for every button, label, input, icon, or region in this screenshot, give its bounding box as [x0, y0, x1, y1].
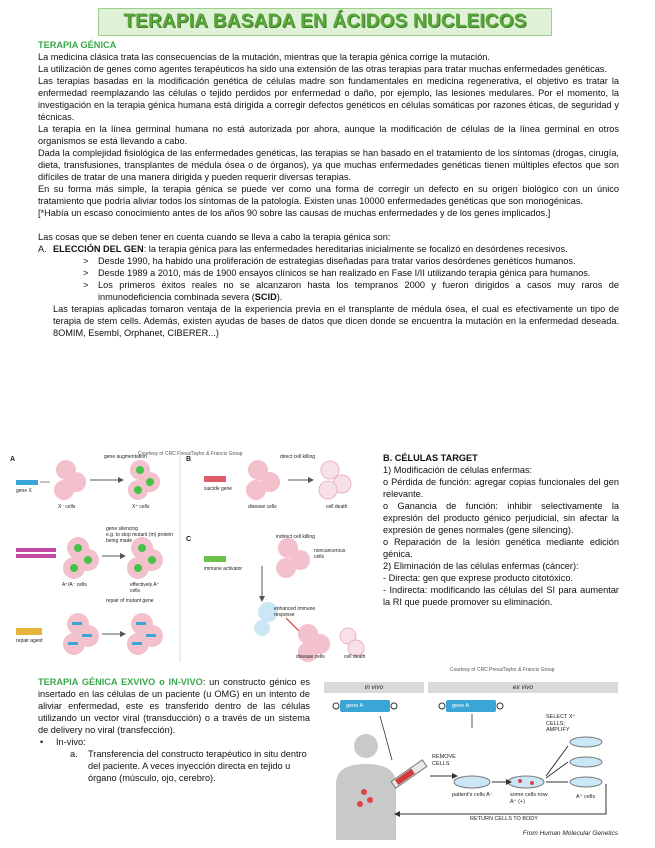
panel-c-letter: C: [186, 536, 192, 543]
ex-vivo-bar: ex vivo: [428, 682, 618, 693]
section-exvivo-invivo: [38, 676, 310, 784]
section-b-line: 2) Eliminación de las células enfermas (cáncer):: [383, 561, 579, 571]
list-label-a: A.: [38, 244, 47, 254]
return-cells-label: RETURN CELLS TO BODY: [470, 816, 538, 822]
label-immune-activator: immune activator: [204, 566, 243, 572]
list-intro: Las cosas que se deben tener en cuenta cuando se lleva a cabo la terapia génica son:: [38, 232, 391, 242]
sub-item-text: [98, 279, 619, 303]
a-cells-label: A⁺ cells: [576, 794, 596, 800]
item-a-desc: : la terapia génica para las enfermedades hereditarias inicialmente se focalizó en desórdenes recesivos.: [143, 244, 568, 254]
label-repair: repair of mutant gene: [106, 598, 154, 604]
section-b-line: o Pérdida de función: agregar copias funcionales del gen relevante.: [383, 477, 619, 499]
gene-a-exvivo: gene A: [452, 703, 470, 709]
page-title: TERAPIA BASADA EN ÁCIDOS NUCLEICOS: [123, 11, 527, 32]
label-x-plus: X⁺ cells: [132, 504, 150, 510]
sub-item-3-bold: SCID: [254, 292, 277, 302]
section-b-line: o Ganancia de función: inhibir selectivamente la expresión del producto génico perjudicial, sin afectar la expresión de genes normales (gene silencing).: [383, 501, 619, 535]
label-repair-agent: repair agent: [16, 638, 43, 644]
label-gene-silencing: gene silencing: [106, 526, 138, 532]
arrow-marker: >: [83, 256, 89, 266]
gene-therapy-strategies-figure: [8, 448, 370, 662]
some-cells-label: some cells now A⁺ (+): [510, 792, 548, 805]
figure2-credit: Courtesy of CRC Press/Taylor & Francis Group: [450, 667, 555, 673]
paragraph-2: La utilización de genes como agentes terapéuticos ha sido una extensión de las otras terapias para tratar muchas enfermedades genéticas.: [38, 64, 607, 74]
label-direct-killing: direct cell killing: [280, 454, 316, 460]
sub-list-item: [83, 267, 619, 279]
sub-item-3-end: ).: [276, 292, 283, 302]
section-b-line: - Directa: gen que exprese producto citotóxico.: [383, 573, 573, 583]
sub-item-text: Desde 1989 a 2010, más de 1900 ensayos clínicos se han realizado en Fase I/II utilizando terapia génica para humanos.: [98, 268, 591, 278]
section-b-line: o Reparación de la lesión genética mediante edición génica.: [383, 537, 619, 559]
paragraph-6: En su forma más simple, la terapia génica se puede ver como una forma de corregir un defecto en su origen biológico con un único tratamiento que podría aliviar todos los síntomas de la patología. Existen unas 10000 enfermedades genéticas que son monogénicas.: [38, 184, 619, 206]
exvivo-heading: TERAPIA GÉNICA EXVIVO o IN-VIVO: [38, 677, 203, 687]
section-celulas-target: [383, 452, 619, 608]
section-b-line: 1) Modificación de células enfermas:: [383, 465, 533, 475]
figure2-source: From Human Molecular Genetics: [522, 830, 618, 837]
paragraph-5: Dada la complejidad fisiológica de las enfermedades genéticas, las terapias se han basado en el tratamiento de los síntomas (drogas, cirugía, dieta, transfusiones, transplantes de médula ósea o de órganos), ya que muchas enfermedades genéticas tienen múltiples efectos que son difíciles de tratar de una manera dirigida y pueden requerir diversas terapias.: [38, 148, 619, 182]
select-label: SELECT X⁺ CELLS; AMPLIFY: [546, 714, 576, 733]
main-document: [38, 39, 619, 339]
label-disease-cells-2: disease cells: [296, 654, 325, 660]
gene-a-invivo: gene A: [346, 703, 364, 709]
panel-b-letter: B: [186, 456, 192, 463]
paragraph-7: [*Había un escaso conocimiento antes de los años 90 sobre las causas de muchas enfermedades y de los genes implicados.]: [38, 208, 551, 218]
arrow-marker: >: [83, 280, 89, 290]
sub-item-3-text: Los primeros éxitos reales no se alcanzaron hasta los tempranos 2000 y fueron dirigidos a casos muy raros de inmunodeficiencia combinada severa (: [98, 280, 619, 302]
label-x-minus: X⁻ cells: [58, 504, 76, 510]
label-cell-death-2: cell death: [344, 654, 366, 660]
exvivo-invivo-figure: [320, 664, 620, 840]
in-vivo-bar: in vivo: [324, 682, 424, 693]
paragraph-3: Las terapias basadas en la modificación genética de células madre son fundamentales en medicina regenerativa, el objetivo es tratar la enfermedad reemplazando las células o tejido perdidos por enfermedad o daño, por ejemplo, las lesiones medulares. Por el momento, la investigación en la terapia génica humana está dirigida a corregir defectos genéticos en células somáticas por razones éticas, de seguridad y técnicas.: [38, 76, 619, 122]
label-indirect-killing: indirect cell killing: [276, 534, 315, 540]
label-cell-death: cell death: [326, 504, 348, 510]
paragraph-4: La terapia en la línea germinal humana no está autorizada por ahora, aunque la modificación de células de la línea germinal en otros organismos se está llevando a cabo.: [38, 124, 619, 146]
invivo-label: In-vivo:: [56, 737, 86, 747]
sub-item-text: Desde 1990, ha habido una proliferación de estrategias diseñadas para tratar varios desórdenes genéticos humanos.: [98, 256, 576, 266]
invivo-bullet: [40, 736, 310, 748]
bullet-marker: •: [40, 737, 44, 747]
sub-list-item: [83, 279, 619, 303]
label-disease-cells: disease cells: [248, 504, 277, 510]
closing-paragraph: Las terapias aplicadas tomaron ventaja de la experiencia previa en el transplante de médula ósea, el cual es efectivamente un tipo de terapia de stem cells. Además, existen ayudas de bases de datos que dicen donde se encuentra la mutación en la enfermedad deseada. 8OMIM, Esembl, Orphanet, CIBERER...): [53, 304, 619, 338]
invivo-sub-item: [70, 748, 310, 784]
list-item-a-text: [53, 243, 568, 255]
figure2-drawing: [320, 664, 620, 840]
sub-text: Transferencia del constructo terapéutico in situ dentro del paciente. A veces inyección directa en tejido u órgano (músculo, ojo, cerebro).: [88, 749, 307, 783]
section-heading-terapia-genica: TERAPIA GÉNICA: [38, 40, 117, 50]
label-noncancer: noncancerous cells: [314, 548, 346, 560]
section-b-line: - Indirecta: modificando las células del SI para aumentar la RI que puede promover su eliminación.: [383, 585, 619, 607]
label-effectively: effectively A⁺ cells: [130, 582, 160, 594]
sub-label: a.: [70, 749, 78, 759]
paragraph-1: La medicina clásica trata las consecuencias de la mutación, mientras que la terapia génica corrige la mutación.: [38, 52, 490, 62]
label-am-cells: A⁺/A⁻ cells: [62, 582, 87, 588]
label-gene-augmentation: gene augmentation: [104, 454, 147, 460]
sub-list-item: [83, 255, 619, 267]
figure1-credit: Courtesy of CRC Press/Taylor & Francis Group: [138, 451, 243, 457]
label-silencing-note: e.g. to stop mutant (m) protein being made: [106, 532, 173, 544]
exvivo-text: : un constructo génico es insertado en las células de un paciente (u OMG) en un intento de aliviar enfermedad, este es transferido dentro de las células utilizando un vector viral (transducción) o a través de un sistema de delivery no viral (transfección).: [38, 677, 310, 735]
label-enhanced: enhanced immune response: [274, 606, 316, 618]
exvivo-paragraph: [38, 676, 310, 736]
section-b-heading: B. CÉLULAS TARGET: [383, 453, 478, 463]
arrow-marker: >: [83, 268, 89, 278]
item-a-bold: ELECCIÓN DEL GEN: [53, 244, 144, 254]
sub-list: [83, 255, 619, 303]
label-gene-x: gene X: [16, 488, 32, 494]
patients-cells-label: patient's cells A⁻: [452, 792, 493, 798]
label-suicide-gene: suicide gene: [204, 486, 233, 492]
list-item-a: [38, 243, 619, 255]
panel-a-letter: A: [10, 456, 16, 463]
remove-cells-label: REMOVE CELLS: [432, 754, 456, 767]
title-banner: [98, 8, 552, 36]
